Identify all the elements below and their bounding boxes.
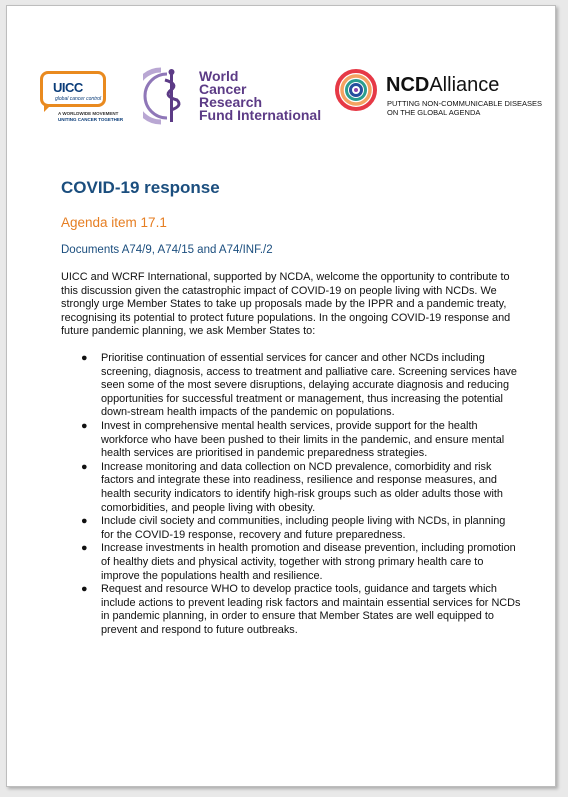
- intro-paragraph: UICC and WCRF International, supported by NCDA, welcome the opportunity to contribute to this discussion given the catastrophic impact of COVID-19 on people living with NCDs. We strongly urge Member States to take up proposals made by the IPPR and a pandemic treaty, recognising its potential to protect future populations. In the ongoing COVID-19 response and future pandemic planning, we ask Member States to:: [61, 271, 511, 338]
- ncd-logo-title: [386, 74, 499, 97]
- ncd-alliance-logo: [334, 68, 544, 126]
- document-title: COVID-19 response: [61, 178, 220, 197]
- uicc-bubble-tail: [44, 104, 52, 112]
- list-item: [61, 515, 521, 542]
- wcrf-line: Fund International: [199, 107, 322, 123]
- uicc-tagline-1: A WORLDWIDE MOVEMENT: [58, 111, 119, 116]
- list-item: [61, 420, 521, 461]
- list-item: [61, 461, 521, 515]
- ncd-sub-line: PUTTING NON-COMMUNICABLE DISEASES: [387, 99, 543, 108]
- ncd-title-bold: NCD: [386, 74, 430, 96]
- ncd-title-rest: Alliance: [429, 74, 500, 96]
- list-item-text: Increase monitoring and data collection on NCD prevalence, comorbidity and risk factors and integrate these into readiness, resilience and response measures, and health security indicators to identify high-risk groups such as older adults those with comorbidities, and people living with obesity.: [101, 460, 503, 514]
- uicc-logo-subtitle: global cancer control: [55, 96, 102, 102]
- bullet-icon: ●: [81, 419, 88, 432]
- ncd-logo-subtitle: [387, 100, 542, 117]
- list-item-text: Increase investments in health promotion and disease prevention, including promotion of healthy diets and physical activity, together with strong primary health care to improve the populations health and resilience.: [101, 542, 516, 582]
- wcrf-line: Cancer: [199, 81, 247, 97]
- uicc-tagline-2: UNITING CANCER TOGETHER: [58, 117, 124, 122]
- list-item: [61, 583, 521, 637]
- wcrf-line: World: [199, 68, 239, 84]
- bullet-icon: ●: [81, 460, 88, 473]
- wcrf-line: Research: [199, 94, 263, 110]
- bullet-icon: ●: [81, 352, 88, 364]
- list-item-text: Request and resource WHO to develop practice tools, guidance and targets which include actions to prevent leading risk factors and maintain essential services for NCDs in pandemic planning, in order to ensure that Member States are well equipped to prevent and respond to future outbreaks.: [101, 583, 521, 636]
- uicc-logo: [40, 71, 124, 123]
- bullet-icon: ●: [81, 542, 88, 555]
- bullet-icon: ●: [81, 515, 88, 528]
- list-item-text: Include civil society and communities, including people living with NCDs, in planning for the COVID-19 response, recovery and future preparedness.: [101, 515, 506, 541]
- document-page: [6, 5, 556, 787]
- list-item: [61, 542, 521, 583]
- agenda-item: Agenda item 17.1: [61, 215, 167, 230]
- list-item-text: Invest in comprehensive mental health services, provide support for the health workforce who have been pushed to their limits in the pandemic, and ensure mental health services are prioritised in pandemic preparedness strategies.: [101, 419, 505, 460]
- ncd-rings-icon: [334, 68, 378, 112]
- list-item-text: Prioritise continuation of essential services for cancer and other NCDs including screening, diagnosis, access to treatment and palliative care. Screening services have seen some of the most severe disruptions, delaying accurate diagnosis and reducing opportunities for successful treatment or management, thus increasing the potential down-stream health impacts of the pandemic on populations.: [101, 352, 517, 419]
- uicc-logo-name: UICC: [53, 80, 83, 95]
- list-item: [61, 352, 521, 420]
- recommendations-list: [61, 352, 521, 637]
- bullet-icon: ●: [81, 583, 88, 596]
- ncd-sub-line: ON THE GLOBAL AGENDA: [387, 107, 481, 117]
- uicc-speech-bubble: [40, 71, 106, 107]
- document-references: Documents A74/9, A74/15 and A74/INF./2: [61, 244, 273, 256]
- wcrf-logo: [143, 66, 333, 126]
- wcrf-logo-text: [199, 70, 321, 122]
- logo-header: [7, 64, 555, 134]
- caduceus-icon: [143, 66, 193, 126]
